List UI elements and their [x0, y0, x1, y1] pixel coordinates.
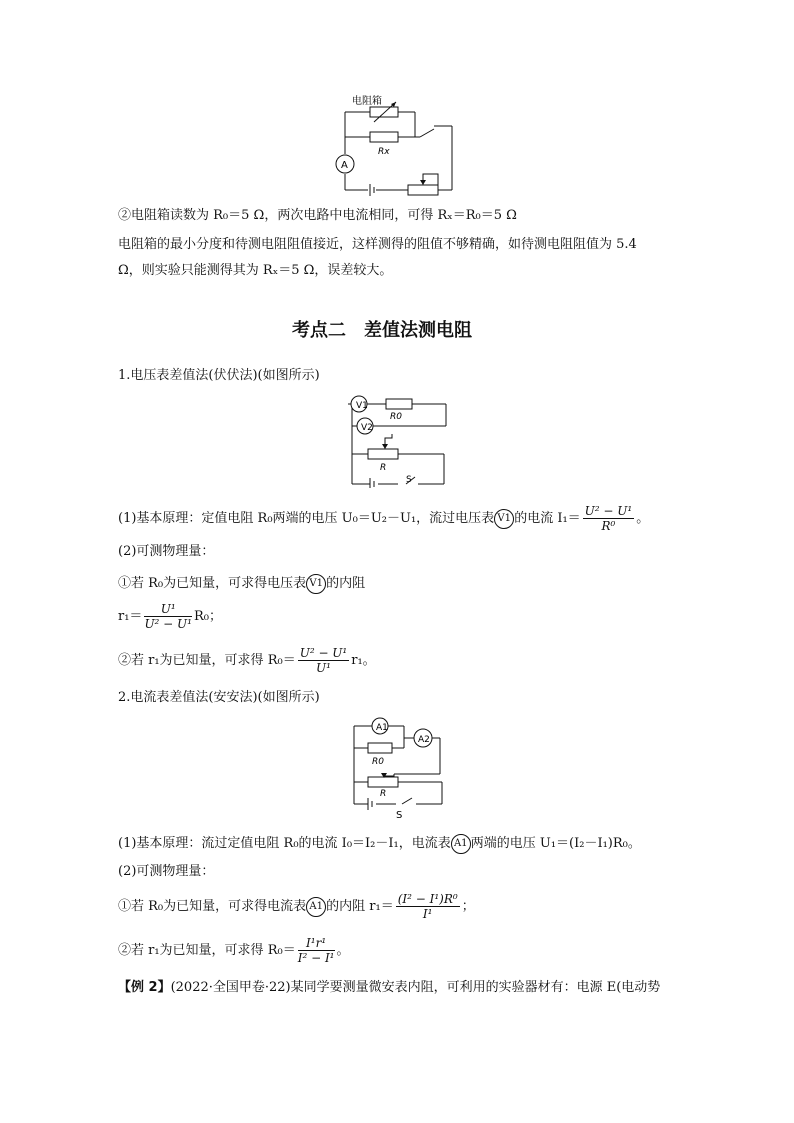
part1-principle-mid: 的电流 I₁＝ [514, 511, 581, 526]
voltmeter-v1-symbol: V1 [306, 574, 326, 594]
fraction-numerator: (I² − I¹)R⁰ [397, 892, 458, 906]
voltmeter-v1-symbol: V1 [494, 509, 514, 529]
part2-item2 [118, 932, 350, 970]
conclusion-line-3: Ω，则实验只能测得其为 Rₓ＝5 Ω，误差较大。 [118, 263, 393, 278]
fraction-denominator: I¹ [422, 907, 433, 921]
part1-principle-prefix: (1)基本原理：定值电阻 R₀两端的电压 U₀＝U₂－U₁，流过电压表 [118, 511, 495, 526]
ammeter-a1-symbol: A1 [451, 834, 471, 854]
part1-principle-end: 。 [636, 511, 650, 526]
part2-title: 2.电流表差值法(安安法)(如图所示) [118, 690, 320, 705]
example-line [118, 978, 660, 998]
part1-title: 1.电压表差值法(伏伏法)(如图所示) [118, 368, 320, 383]
fraction-denominator: U¹ [316, 661, 331, 675]
part1-item2 [118, 642, 376, 680]
fraction-denominator: U² − U¹ [144, 617, 192, 631]
circuit-diagram-ammeter-difference [342, 712, 448, 822]
part2-principle [118, 832, 641, 856]
switch-label: S [406, 475, 412, 485]
resistance-box-label: 电阻箱 [352, 96, 382, 107]
fraction-numerator: U² − U¹ [584, 504, 633, 518]
fraction-numerator: I¹r¹ [298, 936, 335, 951]
part2-measurable: (2)可测物理量： [118, 864, 215, 879]
part1-principle-fraction [583, 504, 635, 533]
switch-label: S [396, 810, 403, 821]
part1-item1-fraction [144, 602, 192, 631]
a2-meter-label: A2 [418, 735, 430, 745]
formula-tail: r₁。 [351, 653, 376, 668]
part1-item1-formula [118, 598, 222, 636]
fraction-denominator: R⁰ [601, 519, 616, 533]
r0-label: R0 [372, 757, 384, 767]
part1-item1 [118, 572, 365, 596]
formula-tail: 。 [336, 943, 350, 958]
example-text: (2022·全国甲卷·22)某同学要测量微安表内阻，可利用的实验器材有：电源 E(电动势 [170, 980, 661, 995]
part2-item2-text: ②若 r₁为已知量，可求得 R₀＝ [118, 943, 296, 958]
v2-meter-label: V2 [361, 423, 373, 433]
formula-tail: R₀； [193, 609, 222, 624]
part2-principle-end: 两端的电压 U₁＝(I₂－I₁)R₀。 [470, 836, 641, 851]
part2-item2-fraction [298, 936, 335, 965]
part1-item2-fraction [298, 646, 350, 675]
r-label: R [380, 789, 387, 799]
circuit-diagram-substitution [330, 92, 460, 198]
v1-meter-label: V1 [356, 401, 368, 411]
part2-item1-mid: 的内阻 r₁＝ [326, 899, 394, 914]
conclusion-line-1: ②电阻箱读数为 R₀＝5 Ω，两次电路中电流相同，可得 Rₓ＝R₀＝5 Ω [118, 208, 517, 223]
example-tag: 【例 2】 [118, 980, 171, 995]
part1-principle [118, 504, 649, 533]
circuit-diagram-voltmeter-difference [340, 392, 452, 488]
section-title: 考点二 差值法测电阻 [292, 320, 472, 341]
conclusion-line-2: 电阻箱的最小分度和待测电阻阻值接近，这样测得的阻值不够精确，如待测电阻阻值为 5.4 [118, 237, 637, 252]
part2-item1-fraction [396, 892, 460, 921]
r-label: R [380, 463, 387, 473]
ammeter-a1-symbol: A1 [306, 897, 326, 917]
part2-item1-text: ①若 R₀为已知量，可求得电流表 [118, 899, 307, 914]
part2-item1 [118, 888, 475, 926]
formula-tail: ； [461, 899, 475, 914]
part1-item2-text: ②若 r₁为已知量，可求得 R₀＝ [118, 653, 296, 668]
r0-label: R0 [390, 412, 402, 422]
part2-principle-prefix: (1)基本原理：流过定值电阻 R₀的电流 I₀＝I₂－I₁，电流表 [118, 836, 451, 851]
fraction-denominator: I² − I¹ [297, 951, 335, 965]
a1-meter-label: A1 [376, 723, 388, 733]
rx-label: Rx [378, 147, 390, 157]
part1-item1-end: 的内阻 [326, 576, 366, 591]
part1-item1-text: ①若 R₀为已知量，可求得电压表 [118, 576, 307, 591]
formula-lhs: r₁＝ [118, 609, 143, 624]
part1-measurable: (2)可测物理量： [118, 544, 215, 559]
fraction-numerator: U² − U¹ [299, 646, 348, 660]
ammeter-label: A [341, 160, 348, 171]
fraction-numerator: U¹ [144, 602, 192, 617]
